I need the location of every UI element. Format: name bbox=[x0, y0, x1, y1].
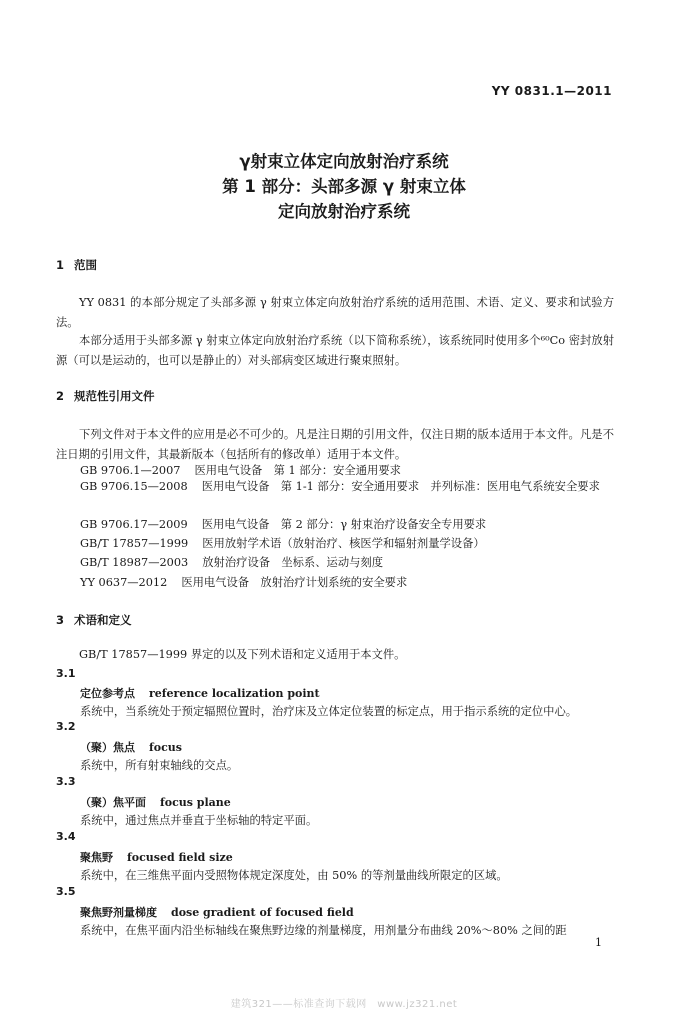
section-2-intro: 下列文件对于本文件的应用是必不可少的。凡是注日期的引用文件，仅注日期的版本适用于本文件。凡是不注日期的引用文件，其最新版本（包括所有的修改单）适用于本文件。 bbox=[56, 428, 614, 461]
reference-title: 医用电气设备 第 1 部分：安全通用要求 bbox=[194, 464, 401, 477]
reference-code: GB 9706.15—2008 bbox=[80, 480, 188, 493]
term-name-en: reference localization point bbox=[149, 687, 320, 700]
page-number: 1 bbox=[595, 936, 602, 949]
term-name-en: focused field size bbox=[127, 851, 233, 864]
reference-code: GB 9706.1—2007 bbox=[80, 464, 181, 477]
term-name bbox=[80, 685, 320, 701]
section-title: 范围 bbox=[74, 258, 97, 272]
section-title: 规范性引用文件 bbox=[74, 389, 155, 403]
term-name-zh: 定位参考点 bbox=[80, 687, 135, 700]
term-name-en: focus plane bbox=[160, 796, 231, 809]
reference-code: GB/T 18987—2003 bbox=[80, 556, 189, 569]
term-name bbox=[80, 904, 354, 920]
reference-item bbox=[80, 554, 383, 570]
section-number: 1 bbox=[56, 258, 65, 272]
section-2-heading bbox=[56, 388, 155, 404]
term-name-en: focus bbox=[149, 741, 182, 754]
term-definition: 系统中，所有射束轴线的交点。 bbox=[80, 759, 239, 772]
section-3-intro: GB/T 17857—1999 界定的以及下列术语和定义适用于本文件。 bbox=[79, 648, 406, 661]
doc-title-line-3: 定向放射治疗系统 bbox=[278, 202, 410, 221]
term-definition: 系统中，当系统处于预定辐照位置时，治疗床及立体定位装置的标定点，用于指示系统的定位中心。 bbox=[80, 705, 578, 718]
doc-title-line-2: 第 1 部分：头部多源 γ 射束立体 bbox=[222, 177, 466, 196]
doc-title-line-1: γ射束立体定向放射治疗系统 bbox=[239, 152, 449, 171]
term-number: 3.5 bbox=[56, 885, 76, 898]
term-number: 3.4 bbox=[56, 830, 76, 843]
term-name bbox=[80, 849, 233, 865]
term-name-zh: （聚）焦平面 bbox=[80, 796, 146, 809]
section-1-paragraph-2: 本部分适用于头部多源 γ 射束立体定向放射治疗系统（以下简称系统），该系统同时使用多个⁶⁰Co 密封放射源（可以是运动的，也可以是静止的）对头部病变区域进行聚束照射。 bbox=[56, 334, 614, 367]
section-1-heading bbox=[56, 257, 97, 273]
term-name-en: dose gradient of focused field bbox=[171, 906, 354, 919]
section-title: 术语和定义 bbox=[74, 613, 132, 627]
reference-title: 医用放射学术语（放射治疗、核医学和辐射剂量学设备） bbox=[202, 537, 485, 550]
reference-item bbox=[80, 574, 407, 590]
standard-code: YY 0831.1—2011 bbox=[491, 84, 612, 98]
reference-code: GB 9706.17—2009 bbox=[80, 518, 188, 531]
reference-title: 医用电气设备 第 2 部分：γ 射束治疗设备安全专用要求 bbox=[201, 518, 487, 531]
reference-code: YY 0637—2012 bbox=[80, 576, 168, 589]
reference-title: 医用电气设备 放射治疗计划系统的安全要求 bbox=[181, 576, 408, 589]
reference-item bbox=[80, 516, 486, 532]
section-3-heading bbox=[56, 612, 132, 628]
section-number: 3 bbox=[56, 613, 65, 627]
section-number: 2 bbox=[56, 389, 65, 403]
watermark: 建筑321——标准查询下载网 www.jz321.net bbox=[230, 999, 458, 1010]
term-number: 3.1 bbox=[56, 667, 76, 680]
section-1-paragraph-1: YY 0831 的本部分规定了头部多源 γ 射束立体定向放射治疗系统的适用范围、术语、定义、要求和试验方法。 bbox=[56, 296, 614, 329]
reference-title: 放射治疗设备 坐标系、运动与刻度 bbox=[202, 556, 384, 569]
term-definition: 系统中，在三维焦平面内受照物体规定深度处，由 50% 的等剂量曲线所限定的区域。 bbox=[80, 869, 508, 882]
reference-code: GB/T 17857—1999 bbox=[80, 537, 189, 550]
term-name-zh: 聚焦野 bbox=[80, 851, 113, 864]
term-definition: 系统中，在焦平面内沿坐标轴线在聚焦野边缘的剂量梯度，用剂量分布曲线 20%～80% 之间的距 bbox=[80, 924, 567, 937]
term-number: 3.2 bbox=[56, 720, 76, 733]
reference-item bbox=[56, 477, 614, 497]
term-name bbox=[80, 739, 182, 755]
term-name-zh: （聚）焦点 bbox=[80, 741, 135, 754]
reference-title: 医用电气设备 第 1-1 部分：安全通用要求 并列标准：医用电气系统安全要求 bbox=[201, 480, 600, 493]
term-name bbox=[80, 794, 231, 810]
term-definition: 系统中，通过焦点并垂直于坐标轴的特定平面。 bbox=[80, 814, 318, 827]
term-number: 3.3 bbox=[56, 775, 76, 788]
reference-item bbox=[80, 535, 485, 551]
reference-item bbox=[80, 462, 401, 478]
term-name-zh: 聚焦野剂量梯度 bbox=[80, 906, 157, 919]
